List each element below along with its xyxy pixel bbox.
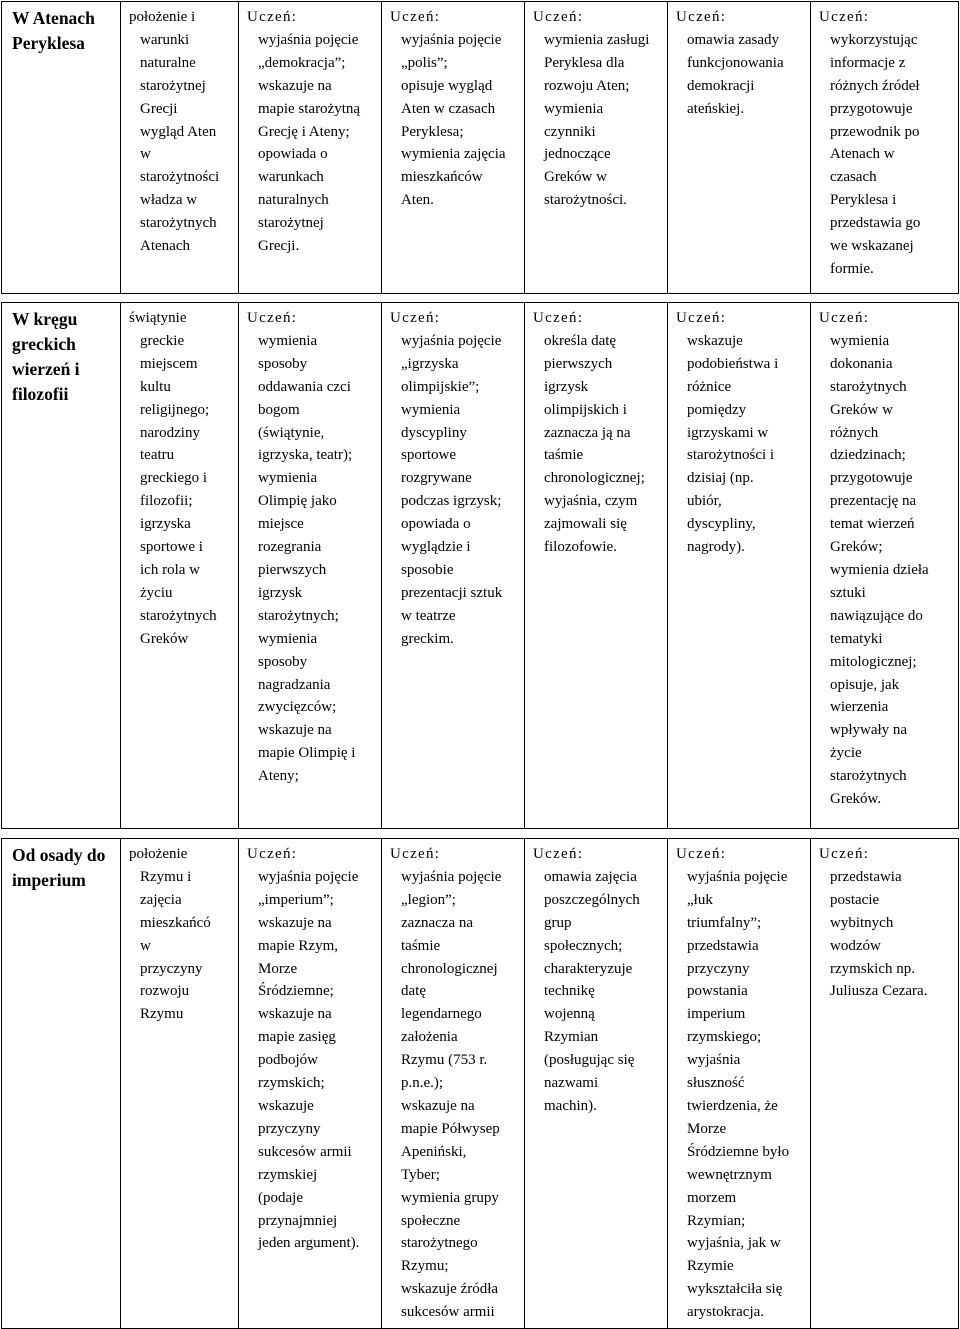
cell-line: ateńskiej. [687, 100, 745, 117]
cell-line: twierdzenia, że [687, 1097, 778, 1114]
cell-line: zaznacza ją na [544, 424, 631, 441]
cell-line: Morze [687, 1120, 727, 1137]
cell-line: oddawania czci [258, 378, 351, 395]
cell-line: wykorzystując [830, 31, 918, 48]
cell-line: informacje z [830, 54, 906, 71]
cell-line: Rzymu [140, 1006, 184, 1023]
cell-line: Peryklesa i [830, 192, 897, 209]
student-label: Uczeń: [390, 310, 441, 326]
cell-line: sportowe [401, 447, 456, 464]
cell-line: sukcesów armii [258, 1143, 352, 1160]
student-label: Uczeń: [247, 310, 298, 326]
topic-title [2, 303, 121, 829]
topic-title-line: Peryklesa [12, 33, 85, 53]
student-label: Uczeń: [390, 9, 441, 25]
cell-line: Juliusza Cezara. [830, 983, 928, 1000]
cell-line: prezentację na [830, 493, 917, 510]
requirement-cell [239, 839, 382, 1329]
cell-line: Śródziemne; [258, 983, 334, 1000]
cell-line: Atenach w [830, 146, 895, 163]
cell-line: starożytnych [140, 215, 217, 232]
cell-line: nagrody). [687, 539, 745, 556]
topic-row [2, 839, 959, 1329]
cell-line: pomiędzy [687, 401, 747, 418]
cell-line: warunki [140, 31, 190, 48]
content-cell [121, 2, 239, 294]
cell-line: rozwoju Aten; [544, 77, 630, 94]
topic-title-line: wierzeń i [12, 359, 80, 379]
cell-line: starożytnych [830, 768, 907, 785]
curriculum-table-part-2 [1, 302, 959, 829]
student-label: Uczeń: [819, 846, 870, 862]
requirement-cell [525, 2, 668, 294]
cell-line: Rzymian [544, 1029, 599, 1046]
cell-line: zwycięzców; [258, 699, 337, 716]
cell-line: „polis”; [401, 54, 448, 71]
cell-line: sposoby [258, 355, 308, 372]
cell-line: wymienia dzieła [830, 561, 929, 578]
cell-line: słuszność [687, 1075, 745, 1092]
cell-line: przyczyny [140, 960, 203, 977]
cell-line: Aten. [401, 192, 434, 209]
student-label: Uczeń: [676, 9, 727, 25]
cell-line: omawia zajęcia [544, 868, 637, 885]
cell-line: „łuk [687, 891, 713, 908]
topic-title-line: Od osady do [12, 845, 106, 865]
requirement-cell [382, 839, 525, 1329]
cell-line: starożytności. [544, 192, 627, 209]
cell-line: wskazuje na [258, 1006, 332, 1023]
student-label: Uczeń: [533, 9, 584, 25]
cell-line: wyjaśnia pojęcie [401, 332, 502, 349]
requirement-cell [668, 2, 811, 294]
cell-line: kultu [140, 378, 171, 395]
cell-line: naturalne [140, 54, 196, 71]
cell-line: Atenach [140, 238, 190, 255]
cell-line: wyjaśnia [687, 1052, 741, 1069]
cell-line: wyjaśnia pojęcie [687, 868, 788, 885]
requirement-cell [668, 839, 811, 1329]
cell-line: przewodnik po [830, 123, 920, 140]
cell-line: nagradzania [258, 676, 331, 693]
cell-line: opisuje wygląd [401, 77, 493, 94]
cell-line: machin). [544, 1097, 597, 1114]
cell-line: wodzów [830, 937, 881, 954]
cell-line: przygotowuje [830, 100, 913, 117]
cell-line: wymienia [258, 470, 318, 487]
cell-line: przygotowuje [830, 470, 913, 487]
cell-line: wyjaśnia pojęcie [401, 31, 502, 48]
cell-line: ubiór, [687, 493, 722, 510]
cell-line: rzymskiej [258, 1166, 318, 1183]
cell-line: charakteryzuje [544, 960, 633, 977]
cell-line: Morze [258, 960, 298, 977]
cell-line: igrzyska, teatr); [258, 447, 353, 464]
cell-line: chronologicznej [401, 960, 498, 977]
cell-line: Aten w czasach [401, 100, 496, 117]
cell-line: różnych źródeł [830, 77, 920, 94]
content-cell [121, 839, 239, 1329]
cell-line: określa datę [544, 332, 617, 349]
cell-line: pierwszych [258, 561, 327, 578]
cell-line: wskazuje [258, 1097, 314, 1114]
cell-line: prezentacji sztuk [401, 584, 503, 601]
cell-line: starożytności i [687, 447, 775, 464]
cell-line: Greków w [830, 401, 893, 418]
cell-line: taśmie [401, 937, 441, 954]
cell-line: Greków [140, 630, 189, 647]
cell-line: wskazuje źródła [401, 1281, 499, 1298]
cell-line: (posługując się [544, 1052, 635, 1069]
topic-title-line: greckich [12, 334, 76, 354]
student-label: Uczeń: [819, 9, 870, 25]
student-label: Uczeń: [676, 846, 727, 862]
cell-line: igrzysk [258, 584, 303, 601]
topic-title [2, 839, 121, 1329]
cell-line: naturalnych [258, 192, 329, 209]
cell-line: starożytnych; [258, 607, 339, 624]
cell-line: różnych [830, 424, 879, 441]
cell-line: wyjaśnia pojęcie [258, 31, 359, 48]
requirement-cell [382, 2, 525, 294]
topic-title [2, 2, 121, 294]
cell-line: sposobie [401, 561, 454, 578]
cell-line: wymienia [401, 401, 461, 418]
cell-line: chronologicznej; [544, 470, 645, 487]
cell-line: przedstawia [687, 937, 759, 954]
cell-line: nawiązujące do [830, 607, 923, 624]
cell-line: zajęcia [140, 891, 182, 908]
cell-line: dyscypliny [401, 424, 467, 441]
cell-line: rozgrywane [401, 470, 472, 487]
cell-line: Rzymu; [401, 1258, 449, 1275]
cell-line: pierwszych [544, 355, 613, 372]
cell-line: igrzyska [140, 516, 191, 533]
cell-line: wskazuje na [401, 1097, 475, 1114]
cell-line: olimpijskich i [544, 401, 627, 418]
cell-line: położenie i [129, 9, 196, 25]
cell-line: Rzymie [687, 1258, 734, 1275]
cell-line: narodziny [140, 424, 200, 441]
cell-line: opisuje, jak [830, 676, 900, 693]
topic-row [2, 2, 959, 294]
cell-line: imperium [687, 1006, 746, 1023]
cell-line: „demokracja”; [258, 54, 346, 71]
cell-line: powstania [687, 983, 748, 1000]
cell-line: „imperium”; [258, 891, 334, 908]
cell-line: dzisiaj (np. [687, 470, 754, 487]
cell-line: Peryklesa; [401, 123, 464, 140]
content-cell [121, 303, 239, 829]
cell-line: p.n.e.); [401, 1075, 444, 1092]
cell-line: wyjaśnia pojęcie [258, 868, 359, 885]
cell-line: społeczne [401, 1212, 461, 1229]
student-label: Uczeń: [247, 846, 298, 862]
cell-line: nazwami [544, 1075, 599, 1092]
student-label: Uczeń: [247, 9, 298, 25]
cell-line: przynajmniej [258, 1212, 338, 1229]
cell-line: wierzenia [830, 699, 889, 716]
cell-line: starożytnej [258, 215, 324, 232]
cell-line: igrzyskami w [687, 424, 769, 441]
cell-line: wyjaśnia, czym [544, 493, 638, 510]
requirement-cell [811, 303, 959, 829]
requirement-cell [239, 2, 382, 294]
cell-line: omawia zasady [687, 31, 780, 48]
cell-line: arystokracja. [687, 1304, 765, 1321]
cell-line: wymienia grupy [401, 1189, 499, 1206]
cell-line: miejscem [140, 355, 198, 372]
cell-line: olimpijskie”; [401, 378, 480, 395]
cell-line: religijnego; [140, 401, 210, 418]
student-label: Uczeń: [819, 310, 870, 326]
cell-line: miejsce [258, 516, 304, 533]
cell-line: wskazuje na [258, 77, 332, 94]
cell-line: Ateny; [258, 768, 299, 785]
cell-line: tematyki [830, 630, 883, 647]
cell-line: mapie Półwysep [401, 1120, 500, 1137]
cell-line: we wskazanej [830, 238, 914, 255]
cell-line: przyczyny [687, 960, 750, 977]
cell-line: jednoczące [544, 146, 611, 163]
cell-line: „igrzyska [401, 355, 459, 372]
cell-line: filozofii; [140, 493, 193, 510]
student-label: Uczeń: [533, 310, 584, 326]
cell-line: formie. [830, 260, 874, 277]
cell-line: Tyber; [401, 1166, 440, 1183]
topic-title-line: imperium [12, 870, 86, 890]
cell-line: greckie [140, 332, 185, 349]
cell-line: sukcesów armii [401, 1304, 495, 1321]
cell-line: funkcjonowania [687, 54, 784, 71]
cell-line: triumfalny”; [687, 914, 762, 931]
cell-line: datę [401, 983, 426, 1000]
cell-line: przyczyny [258, 1120, 321, 1137]
student-label: Uczeń: [533, 846, 584, 862]
cell-line: czynniki [544, 123, 596, 140]
cell-line: wymienia [544, 100, 604, 117]
cell-line: Greków. [830, 791, 882, 808]
cell-line: filozofowie. [544, 539, 617, 556]
requirement-cell [811, 839, 959, 1329]
cell-line: taśmie [544, 447, 584, 464]
cell-line: w [140, 937, 151, 954]
cell-line: przedstawia [830, 868, 902, 885]
cell-line: Greków; [830, 539, 883, 556]
cell-line: legendarnego [401, 1006, 482, 1023]
requirement-cell [811, 2, 959, 294]
cell-line: wyglądzie i [401, 539, 471, 556]
cell-line: jeden argument). [258, 1235, 360, 1252]
cell-line: w teatrze [401, 607, 456, 624]
cell-line: czasach [830, 169, 877, 186]
cell-line: technikę [544, 983, 595, 1000]
cell-line: mieszkańcó [140, 914, 211, 931]
cell-line: (świątynie, [258, 424, 325, 441]
topic-title-line: W Atenach [12, 8, 95, 28]
cell-line: wyjaśnia, jak w [687, 1235, 781, 1252]
cell-line: władza w [140, 192, 198, 209]
cell-line: opowiada o [401, 516, 471, 533]
cell-line: życiu [140, 584, 173, 601]
cell-line: wymienia [830, 332, 890, 349]
cell-line: Olimpię jako [258, 493, 337, 510]
cell-line: starożytnych [140, 607, 217, 624]
cell-line: wskazuje na [258, 722, 332, 739]
cell-line: rzymskich; [258, 1075, 325, 1092]
cell-line: starożytnych [830, 378, 907, 395]
cell-line: podobieństwa i [687, 355, 779, 372]
cell-line: życie [830, 745, 862, 762]
cell-line: opowiada o [258, 146, 328, 163]
cell-line: Śródziemne było [687, 1143, 790, 1160]
cell-line: sportowe i [140, 539, 203, 556]
cell-line: mapie Olimpię i [258, 745, 356, 762]
cell-line: wskazuje [687, 332, 743, 349]
cell-line: Rzymu (753 r. [401, 1052, 488, 1069]
cell-line: rozwoju [140, 983, 190, 1000]
cell-line: teatru [140, 447, 175, 464]
requirement-cell [525, 839, 668, 1329]
student-label: Uczeń: [390, 846, 441, 862]
cell-line: podczas igrzysk; [401, 493, 502, 510]
cell-line: igrzysk [544, 378, 589, 395]
cell-line: starożytnego [401, 1235, 478, 1252]
curriculum-table-part-3 [1, 838, 959, 1329]
cell-line: w [140, 146, 151, 163]
topic-title-line: W kręgu [12, 309, 78, 329]
cell-line: rzymskich np. [830, 960, 915, 977]
student-label: Uczeń: [676, 310, 727, 326]
cell-line: wyjaśnia pojęcie [401, 868, 502, 885]
cell-line: wymienia [258, 630, 318, 647]
cell-line: wskazuje na [258, 914, 332, 931]
cell-line: zaznacza na [401, 914, 474, 931]
cell-line: Grecji. [258, 238, 300, 255]
requirement-cell [525, 303, 668, 829]
cell-line: wymienia [258, 332, 318, 349]
cell-line: warunkach [258, 169, 324, 186]
cell-line: mieszkańców [401, 169, 483, 186]
requirement-cell [668, 303, 811, 829]
cell-line: mapie Rzym, [258, 937, 338, 954]
cell-line: wykształciła się [687, 1281, 783, 1298]
cell-line: ich rola w [140, 561, 200, 578]
cell-line: rzymskiego; [687, 1029, 762, 1046]
cell-line: greckiego i [140, 470, 208, 487]
cell-line: Rzymian; [687, 1212, 746, 1229]
cell-line: greckim. [401, 630, 454, 647]
cell-line: wojenną [544, 1006, 595, 1023]
cell-line: starożytnej [140, 77, 206, 94]
cell-line: rozegrania [258, 539, 322, 556]
cell-line: mapie zasięg [258, 1029, 336, 1046]
cell-line: mitologicznej; [830, 653, 917, 670]
cell-line: zajmowali się [544, 516, 627, 533]
cell-line: społecznych; [544, 937, 623, 954]
cell-line: mapie starożytną [258, 100, 361, 117]
cell-line: poszczególnych [544, 891, 640, 908]
cell-line: Greków w [544, 169, 607, 186]
cell-line: podbojów [258, 1052, 318, 1069]
cell-line: postacie [830, 891, 880, 908]
cell-line: wewnętrznym [687, 1166, 772, 1183]
cell-line: wpływały na [830, 722, 908, 739]
cell-line: przedstawia go [830, 215, 921, 232]
cell-line: „legion”; [401, 891, 456, 908]
cell-line: (podaje [258, 1189, 303, 1206]
cell-line: morzem [687, 1189, 737, 1206]
cell-line: Rzymu i [140, 868, 192, 885]
cell-line: różnice [687, 378, 732, 395]
cell-line: Grecji [140, 100, 178, 117]
cell-line: wymienia zajęcia [401, 146, 506, 163]
cell-line: dziedzinach; [830, 447, 906, 464]
cell-line: Grecję i Ateny; [258, 123, 350, 140]
cell-line: Peryklesa dla [544, 54, 625, 71]
requirement-cell [382, 303, 525, 829]
cell-line: wygląd Aten [140, 123, 217, 140]
cell-line: wymienia zasługi [544, 31, 650, 48]
cell-line: bogom [258, 401, 300, 418]
cell-line: dokonania [830, 355, 893, 372]
topic-title-line: filozofii [12, 384, 69, 404]
cell-line: sposoby [258, 653, 308, 670]
requirement-cell [239, 303, 382, 829]
cell-line: Apeniński, [401, 1143, 467, 1160]
curriculum-table-part-1 [1, 1, 959, 294]
cell-line: dyscypliny, [687, 516, 756, 533]
topic-row [2, 303, 959, 829]
cell-line: świątynie [129, 310, 187, 326]
cell-line: grup [544, 914, 572, 931]
cell-line: położenie [129, 846, 188, 862]
cell-line: temat wierzeń [830, 516, 915, 533]
cell-line: założenia [401, 1029, 458, 1046]
cell-line: sztuki [830, 584, 866, 601]
cell-line: wybitnych [830, 914, 894, 931]
cell-line: starożytności [140, 169, 220, 186]
cell-line: demokracji [687, 77, 755, 94]
